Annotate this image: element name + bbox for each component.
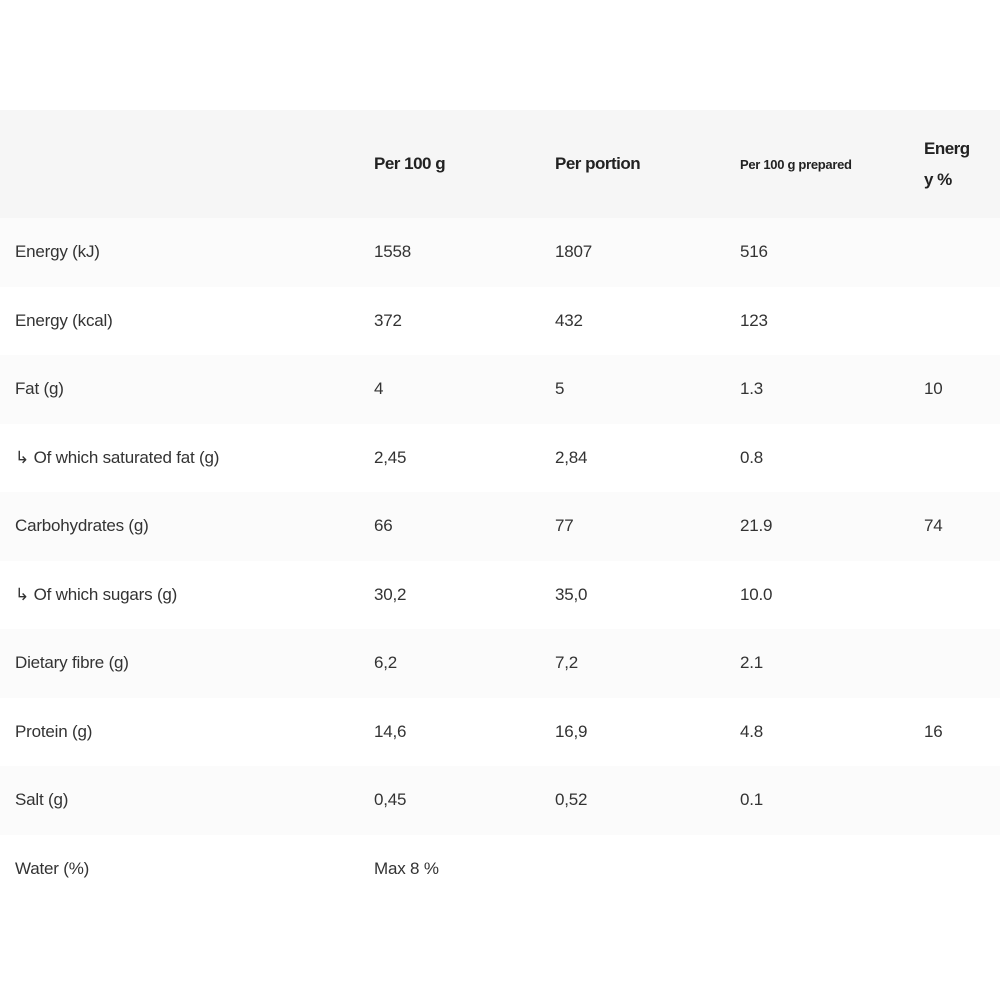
table-row <box>0 835 1000 904</box>
per-100g-prepared-value: 21.9 <box>740 516 773 536</box>
per-100g-prepared-value: 516 <box>740 242 768 262</box>
per-portion-value: 7,2 <box>555 653 579 673</box>
per-100g-value: 66 <box>374 516 393 536</box>
nutrient-name: ↳ Of which saturated fat (g) <box>15 447 220 467</box>
energy-percent-value <box>924 561 982 630</box>
table-row <box>0 492 1000 561</box>
table-row <box>0 561 1000 630</box>
per-100g-prepared-value: 4.8 <box>740 721 764 741</box>
per-portion-value: 5 <box>555 379 565 399</box>
table-row <box>0 218 1000 287</box>
energy-percent-value: 10 <box>924 379 943 399</box>
per-100g-prepared-value: 10.0 <box>740 584 773 604</box>
per-100g-value: 14,6 <box>374 721 407 741</box>
per-100g-value: 1558 <box>374 242 412 262</box>
per-100g-prepared-value: 2.1 <box>740 653 764 673</box>
per-100g-value: 4 <box>374 379 384 399</box>
energy-percent-value <box>924 629 982 698</box>
energy-percent-value: 74 <box>924 516 943 536</box>
per-100g-value: Max 8 % <box>374 858 439 878</box>
energy-percent-value <box>924 424 982 493</box>
nutrition-table <box>0 110 1000 903</box>
per-100g-value: 0,45 <box>374 790 407 810</box>
header-nutrient <box>15 110 355 218</box>
nutrient-name: Protein (g) <box>15 721 93 741</box>
nutrient-name: Energy (kJ) <box>15 242 100 262</box>
table-row <box>0 629 1000 698</box>
per-portion-value: 35,0 <box>555 584 588 604</box>
per-100g-prepared-value: 0.8 <box>740 447 764 467</box>
per-100g-value: 2,45 <box>374 447 407 467</box>
per-100g-value: 372 <box>374 310 402 330</box>
table-header-row <box>0 110 1000 218</box>
per-portion-value: 1807 <box>555 242 593 262</box>
nutrient-name: Water (%) <box>15 858 90 878</box>
per-portion-value: 432 <box>555 310 583 330</box>
per-portion-value: 2,84 <box>555 447 588 467</box>
table-row <box>0 766 1000 835</box>
per-portion-value: 0,52 <box>555 790 588 810</box>
energy-percent-value: 16 <box>924 721 943 741</box>
per-100g-prepared-value: 1.3 <box>740 379 764 399</box>
per-100g-prepared-value: 123 <box>740 310 768 330</box>
per-100g-value: 30,2 <box>374 584 407 604</box>
table-row <box>0 287 1000 356</box>
per-portion-value: 77 <box>555 516 574 536</box>
per-portion-value <box>555 835 725 904</box>
nutrient-name: Salt (g) <box>15 790 69 810</box>
energy-percent-value <box>924 835 982 904</box>
per-100g-prepared-value <box>740 835 915 904</box>
nutrient-name: ↳ Of which sugars (g) <box>15 584 178 604</box>
energy-percent-value <box>924 218 982 287</box>
header-per-portion: Per portion <box>555 154 641 173</box>
header-per-100g: Per 100 g <box>374 154 446 173</box>
header-per-100g-prepared: Per 100 g prepared <box>740 156 852 172</box>
header-energy-percent: Energy % <box>924 139 970 189</box>
table-row <box>0 355 1000 424</box>
per-100g-value: 6,2 <box>374 653 398 673</box>
nutrient-name: Fat (g) <box>15 379 64 399</box>
table-row <box>0 698 1000 767</box>
energy-percent-value <box>924 287 982 356</box>
nutrient-name: Carbohydrates (g) <box>15 516 149 536</box>
nutrient-name: Energy (kcal) <box>15 310 113 330</box>
energy-percent-value <box>924 766 982 835</box>
table-row <box>0 424 1000 493</box>
per-portion-value: 16,9 <box>555 721 588 741</box>
nutrient-name: Dietary fibre (g) <box>15 653 129 673</box>
per-100g-prepared-value: 0.1 <box>740 790 764 810</box>
